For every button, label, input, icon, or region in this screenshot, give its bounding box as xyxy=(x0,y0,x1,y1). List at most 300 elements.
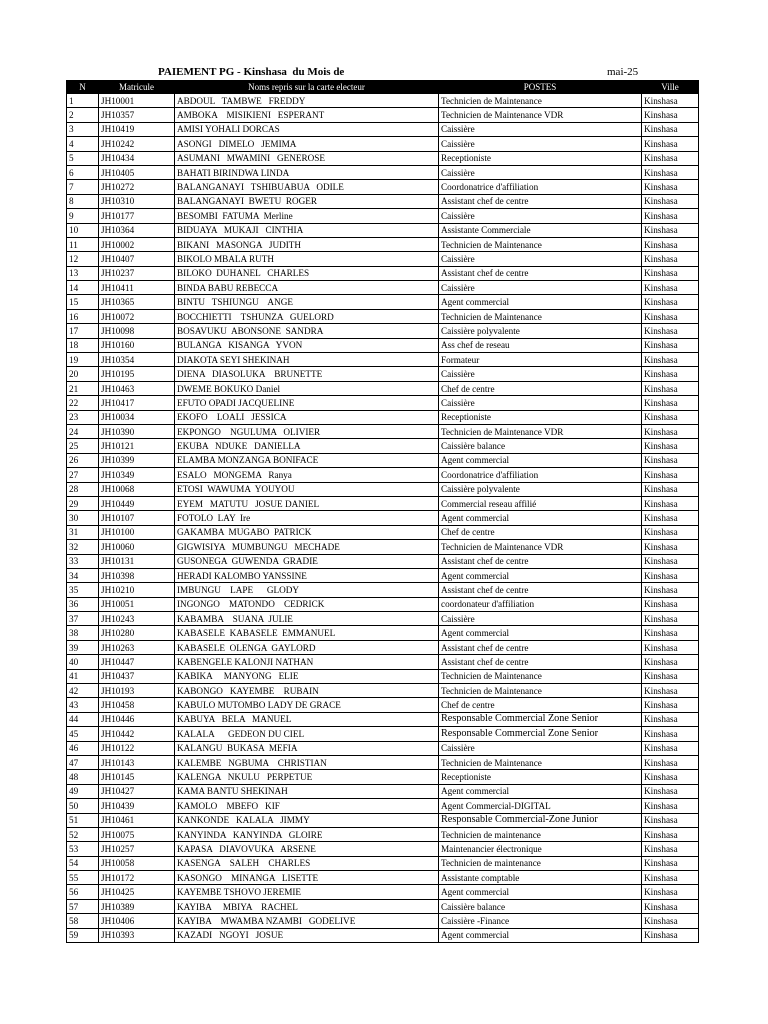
cell-poste: Caissière -Finance xyxy=(439,914,642,928)
column-header-n: N xyxy=(67,81,99,94)
cell-n: 22 xyxy=(67,396,99,410)
cell-n: 20 xyxy=(67,367,99,381)
cell-n: 26 xyxy=(67,453,99,467)
cell-poste: Assistante Commerciale xyxy=(439,223,642,237)
cell-poste: Receptioniste xyxy=(439,151,642,165)
cell-poste: Caissière balance xyxy=(439,899,642,913)
cell-poste: Agent commercial xyxy=(439,295,642,309)
cell-nom: KABENGELE KALONJI NATHAN xyxy=(175,655,439,669)
cell-n: 54 xyxy=(67,856,99,870)
cell-nom: KABUYA BELA MANUEL xyxy=(175,712,439,726)
cell-nom: KASONGO MINANGA LISETTE xyxy=(175,871,439,885)
cell-n: 47 xyxy=(67,755,99,769)
cell-n: 28 xyxy=(67,482,99,496)
cell-nom: KALANGU BUKASA MEFIA xyxy=(175,741,439,755)
cell-ville: Kinshasa xyxy=(642,540,699,554)
cell-n: 27 xyxy=(67,468,99,482)
cell-n: 4 xyxy=(67,137,99,151)
cell-ville: Kinshasa xyxy=(642,223,699,237)
cell-nom: KAMA BANTU SHEKINAH xyxy=(175,784,439,798)
cell-n: 49 xyxy=(67,784,99,798)
table-row xyxy=(67,309,699,323)
cell-n: 57 xyxy=(67,899,99,913)
table-row xyxy=(67,597,699,611)
cell-n: 44 xyxy=(67,712,99,726)
table-body xyxy=(67,94,699,943)
cell-matricule: JH10354 xyxy=(99,353,175,367)
cell-poste: Responsable Commercial Zone Senior xyxy=(439,712,642,726)
cell-n: 56 xyxy=(67,885,99,899)
cell-poste: coordonateur d'affiliation xyxy=(439,597,642,611)
cell-n: 8 xyxy=(67,194,99,208)
cell-n: 35 xyxy=(67,583,99,597)
cell-nom: BIKOLO MBALA RUTH xyxy=(175,252,439,266)
table-row xyxy=(67,842,699,856)
cell-matricule: JH10425 xyxy=(99,885,175,899)
cell-ville: Kinshasa xyxy=(642,755,699,769)
cell-nom: GUSONEGA GUWENDA GRADIE xyxy=(175,554,439,568)
payment-table xyxy=(66,80,699,943)
cell-matricule: JH10060 xyxy=(99,540,175,554)
table-row xyxy=(67,396,699,410)
cell-poste: Technicien de Maintenance xyxy=(439,94,642,108)
table-row xyxy=(67,151,699,165)
cell-nom: KAYEMBE TSHOVO JEREMIE xyxy=(175,885,439,899)
table-row xyxy=(67,324,699,338)
table-row xyxy=(67,367,699,381)
cell-matricule: JH10405 xyxy=(99,165,175,179)
cell-n: 55 xyxy=(67,871,99,885)
cell-n: 59 xyxy=(67,928,99,942)
cell-poste: Chef de centre xyxy=(439,698,642,712)
cell-poste: Responsable Commercial Zone Senior xyxy=(439,727,642,741)
table-row xyxy=(67,827,699,841)
table-row xyxy=(67,108,699,122)
cell-n: 16 xyxy=(67,309,99,323)
cell-poste: Agent commercial xyxy=(439,885,642,899)
cell-ville: Kinshasa xyxy=(642,885,699,899)
column-header-postes: POSTES xyxy=(439,81,642,94)
cell-ville: Kinshasa xyxy=(642,482,699,496)
cell-nom: BINTU TSHIUNGU ANGE xyxy=(175,295,439,309)
cell-matricule: JH10263 xyxy=(99,640,175,654)
cell-ville: Kinshasa xyxy=(642,712,699,726)
cell-ville: Kinshasa xyxy=(642,871,699,885)
table-row xyxy=(67,180,699,194)
cell-ville: Kinshasa xyxy=(642,813,699,827)
table-row xyxy=(67,295,699,309)
cell-poste: Technicien de Maintenance xyxy=(439,669,642,683)
cell-ville: Kinshasa xyxy=(642,353,699,367)
cell-matricule: JH10411 xyxy=(99,281,175,295)
cell-ville: Kinshasa xyxy=(642,856,699,870)
table-row xyxy=(67,856,699,870)
cell-nom: ASONGI DIMELO JEMIMA xyxy=(175,137,439,151)
cell-n: 42 xyxy=(67,684,99,698)
cell-poste: Caissière xyxy=(439,281,642,295)
cell-ville: Kinshasa xyxy=(642,496,699,510)
table-row xyxy=(67,885,699,899)
table-row xyxy=(67,453,699,467)
cell-matricule: JH10349 xyxy=(99,468,175,482)
table-row xyxy=(67,770,699,784)
cell-poste: Assistant chef de centre xyxy=(439,583,642,597)
cell-nom: BILOKO DUHANEL CHARLES xyxy=(175,266,439,280)
table-row xyxy=(67,612,699,626)
cell-ville: Kinshasa xyxy=(642,468,699,482)
cell-poste: Technicien de Maintenance xyxy=(439,309,642,323)
cell-n: 29 xyxy=(67,496,99,510)
cell-nom: ETOSI WAWUMA YOUYOU xyxy=(175,482,439,496)
cell-nom: KABULO MUTOMBO LADY DE GRACE xyxy=(175,698,439,712)
cell-matricule: JH10001 xyxy=(99,94,175,108)
cell-n: 19 xyxy=(67,353,99,367)
cell-ville: Kinshasa xyxy=(642,137,699,151)
cell-nom: BULANGA KISANGA YVON xyxy=(175,338,439,352)
cell-ville: Kinshasa xyxy=(642,770,699,784)
cell-matricule: JH10461 xyxy=(99,813,175,827)
cell-poste: Agent commercial xyxy=(439,568,642,582)
cell-nom: BINDA BABU REBECCA xyxy=(175,281,439,295)
cell-matricule: JH10437 xyxy=(99,669,175,683)
table-row xyxy=(67,784,699,798)
column-header-ville: Ville xyxy=(642,81,699,94)
document-date: mai-25 xyxy=(607,66,639,78)
cell-poste: Caissière xyxy=(439,741,642,755)
cell-matricule: JH10072 xyxy=(99,309,175,323)
cell-nom: KABIKA MANYONG ELIE xyxy=(175,669,439,683)
cell-ville: Kinshasa xyxy=(642,741,699,755)
cell-matricule: JH10393 xyxy=(99,928,175,942)
cell-matricule: JH10177 xyxy=(99,209,175,223)
cell-nom: FOTOLO LAY Ire xyxy=(175,511,439,525)
table-row xyxy=(67,194,699,208)
cell-nom: EKUBA NDUKE DANIELLA xyxy=(175,439,439,453)
table-row xyxy=(67,568,699,582)
cell-poste: Agent commercial xyxy=(439,928,642,942)
cell-matricule: JH10145 xyxy=(99,770,175,784)
cell-poste: Technicien de Maintenance VDR xyxy=(439,108,642,122)
cell-ville: Kinshasa xyxy=(642,108,699,122)
cell-nom: BALANGANAYI TSHIBUABUA ODILE xyxy=(175,180,439,194)
cell-matricule: JH10131 xyxy=(99,554,175,568)
cell-ville: Kinshasa xyxy=(642,928,699,942)
cell-matricule: JH10058 xyxy=(99,856,175,870)
table-row xyxy=(67,626,699,640)
cell-ville: Kinshasa xyxy=(642,525,699,539)
cell-ville: Kinshasa xyxy=(642,338,699,352)
cell-n: 50 xyxy=(67,799,99,813)
cell-matricule: JH10442 xyxy=(99,727,175,741)
cell-n: 30 xyxy=(67,511,99,525)
cell-nom: KANKONDE KALALA JIMMY xyxy=(175,813,439,827)
cell-matricule: JH10463 xyxy=(99,381,175,395)
cell-matricule: JH10280 xyxy=(99,626,175,640)
cell-n: 3 xyxy=(67,122,99,136)
table-row xyxy=(67,554,699,568)
cell-nom: KAMOLO MBEFO KIF xyxy=(175,799,439,813)
cell-ville: Kinshasa xyxy=(642,439,699,453)
document-title: PAIEMENT PG - Kinshasa du Mois de xyxy=(158,66,345,78)
cell-nom: EKOFO LOALI JESSICA xyxy=(175,410,439,424)
cell-n: 13 xyxy=(67,266,99,280)
cell-matricule: JH10365 xyxy=(99,295,175,309)
cell-matricule: JH10390 xyxy=(99,424,175,438)
cell-nom: AMBOKA MISIKIENI ESPERANT xyxy=(175,108,439,122)
cell-nom: KAPASA DIAVOVUKA ARSENE xyxy=(175,842,439,856)
cell-poste: Maintenancier électronique xyxy=(439,842,642,856)
cell-ville: Kinshasa xyxy=(642,568,699,582)
cell-n: 34 xyxy=(67,568,99,582)
cell-matricule: JH10002 xyxy=(99,237,175,251)
cell-poste: Chef de centre xyxy=(439,381,642,395)
cell-ville: Kinshasa xyxy=(642,266,699,280)
cell-poste: Technicien de maintenance xyxy=(439,856,642,870)
table-row xyxy=(67,698,699,712)
cell-poste: Technicien de Maintenance VDR xyxy=(439,424,642,438)
cell-ville: Kinshasa xyxy=(642,453,699,467)
cell-ville: Kinshasa xyxy=(642,381,699,395)
cell-n: 6 xyxy=(67,165,99,179)
cell-matricule: JH10237 xyxy=(99,266,175,280)
table-row xyxy=(67,353,699,367)
cell-n: 32 xyxy=(67,540,99,554)
cell-ville: Kinshasa xyxy=(642,324,699,338)
table-row xyxy=(67,482,699,496)
cell-matricule: JH10257 xyxy=(99,842,175,856)
cell-n: 1 xyxy=(67,94,99,108)
cell-matricule: JH10389 xyxy=(99,899,175,913)
cell-ville: Kinshasa xyxy=(642,281,699,295)
table-row xyxy=(67,540,699,554)
cell-matricule: JH10406 xyxy=(99,914,175,928)
cell-ville: Kinshasa xyxy=(642,295,699,309)
cell-ville: Kinshasa xyxy=(642,511,699,525)
cell-ville: Kinshasa xyxy=(642,597,699,611)
cell-ville: Kinshasa xyxy=(642,180,699,194)
cell-ville: Kinshasa xyxy=(642,799,699,813)
cell-matricule: JH10242 xyxy=(99,137,175,151)
cell-n: 2 xyxy=(67,108,99,122)
cell-ville: Kinshasa xyxy=(642,122,699,136)
cell-poste: Coordonatrice d'affiliation xyxy=(439,468,642,482)
cell-matricule: JH10364 xyxy=(99,223,175,237)
table-row xyxy=(67,252,699,266)
cell-poste: Chef de centre xyxy=(439,525,642,539)
cell-poste: Agent commercial xyxy=(439,511,642,525)
cell-n: 40 xyxy=(67,655,99,669)
cell-nom: KABASELE OLENGA GAYLORD xyxy=(175,640,439,654)
cell-poste: Caissière polyvalente xyxy=(439,324,642,338)
cell-ville: Kinshasa xyxy=(642,396,699,410)
cell-poste: Caissière balance xyxy=(439,439,642,453)
table-row xyxy=(67,583,699,597)
cell-n: 38 xyxy=(67,626,99,640)
cell-matricule: JH10100 xyxy=(99,525,175,539)
cell-n: 31 xyxy=(67,525,99,539)
cell-nom: EFUTO OPADI JACQUELINE xyxy=(175,396,439,410)
cell-ville: Kinshasa xyxy=(642,309,699,323)
table-row xyxy=(67,712,699,726)
cell-n: 7 xyxy=(67,180,99,194)
table-row xyxy=(67,669,699,683)
cell-poste: Coordonatrice d'affiliation xyxy=(439,180,642,194)
cell-nom: GAKAMBA MUGABO PATRICK xyxy=(175,525,439,539)
cell-matricule: JH10417 xyxy=(99,396,175,410)
cell-ville: Kinshasa xyxy=(642,94,699,108)
cell-n: 18 xyxy=(67,338,99,352)
table-row xyxy=(67,684,699,698)
cell-nom: GIGWISIYA MUMBUNGU MECHADE xyxy=(175,540,439,554)
table-row xyxy=(67,137,699,151)
cell-nom: KALENGA NKULU PERPETUE xyxy=(175,770,439,784)
cell-matricule: JH10160 xyxy=(99,338,175,352)
cell-ville: Kinshasa xyxy=(642,727,699,741)
table-row xyxy=(67,928,699,942)
header-row xyxy=(67,81,699,94)
cell-matricule: JH10143 xyxy=(99,755,175,769)
cell-poste: Caissière xyxy=(439,122,642,136)
table-row xyxy=(67,94,699,108)
cell-n: 17 xyxy=(67,324,99,338)
cell-matricule: JH10193 xyxy=(99,684,175,698)
cell-matricule: JH10243 xyxy=(99,612,175,626)
cell-ville: Kinshasa xyxy=(642,583,699,597)
cell-poste: Caissière xyxy=(439,137,642,151)
cell-n: 10 xyxy=(67,223,99,237)
cell-nom: KABAMBA SUANA JULIE xyxy=(175,612,439,626)
cell-poste: Technicien de maintenance xyxy=(439,827,642,841)
cell-nom: KALEMBE NGBUMA CHRISTIAN xyxy=(175,755,439,769)
cell-nom: KASENGA SALEH CHARLES xyxy=(175,856,439,870)
table-row xyxy=(67,799,699,813)
cell-nom: AMISI YOHALI DORCAS xyxy=(175,122,439,136)
cell-matricule: JH10107 xyxy=(99,511,175,525)
cell-poste: Caissière xyxy=(439,252,642,266)
cell-poste: Agent commercial xyxy=(439,626,642,640)
cell-nom: BALANGANAYI BWETU ROGER xyxy=(175,194,439,208)
cell-nom: BAHATI BIRINDWA LINDA xyxy=(175,165,439,179)
cell-poste: Receptioniste xyxy=(439,410,642,424)
cell-nom: BOSAVUKU ABONSONE SANDRA xyxy=(175,324,439,338)
cell-n: 41 xyxy=(67,669,99,683)
cell-matricule: JH10357 xyxy=(99,108,175,122)
cell-ville: Kinshasa xyxy=(642,684,699,698)
table-row xyxy=(67,741,699,755)
title-row xyxy=(66,66,698,79)
cell-n: 14 xyxy=(67,281,99,295)
cell-n: 15 xyxy=(67,295,99,309)
cell-nom: KAYIBA MBIYA RACHEL xyxy=(175,899,439,913)
cell-ville: Kinshasa xyxy=(642,784,699,798)
cell-n: 11 xyxy=(67,237,99,251)
cell-ville: Kinshasa xyxy=(642,640,699,654)
cell-nom: KALALA GEDEON DU CIEL xyxy=(175,727,439,741)
cell-ville: Kinshasa xyxy=(642,367,699,381)
table-row xyxy=(67,914,699,928)
cell-matricule: JH10407 xyxy=(99,252,175,266)
table-row xyxy=(67,410,699,424)
cell-poste: Commercial reseau affilié xyxy=(439,496,642,510)
cell-ville: Kinshasa xyxy=(642,842,699,856)
cell-nom: BESOMBI FATUMA Merline xyxy=(175,209,439,223)
table-row xyxy=(67,525,699,539)
cell-n: 53 xyxy=(67,842,99,856)
cell-n: 23 xyxy=(67,410,99,424)
table-row xyxy=(67,439,699,453)
cell-n: 46 xyxy=(67,741,99,755)
cell-matricule: JH10051 xyxy=(99,597,175,611)
table-row xyxy=(67,640,699,654)
cell-poste: Agent Commercial-DIGITAL xyxy=(439,799,642,813)
cell-nom: DIAKOTA SEYI SHEKINAH xyxy=(175,353,439,367)
cell-nom: ABDOUL TAMBWE FREDDY xyxy=(175,94,439,108)
table-row xyxy=(67,655,699,669)
cell-nom: INGONGO MATONDO CEDRICK xyxy=(175,597,439,611)
cell-ville: Kinshasa xyxy=(642,626,699,640)
cell-n: 9 xyxy=(67,209,99,223)
table-row xyxy=(67,871,699,885)
cell-nom: EKPONGO NGULUMA OLIVIER xyxy=(175,424,439,438)
table-row xyxy=(67,381,699,395)
cell-matricule: JH10434 xyxy=(99,151,175,165)
cell-ville: Kinshasa xyxy=(642,410,699,424)
cell-poste: Ass chef de reseau xyxy=(439,338,642,352)
cell-n: 51 xyxy=(67,813,99,827)
table-row xyxy=(67,338,699,352)
cell-n: 21 xyxy=(67,381,99,395)
cell-matricule: JH10122 xyxy=(99,741,175,755)
cell-n: 45 xyxy=(67,727,99,741)
cell-matricule: JH10034 xyxy=(99,410,175,424)
cell-matricule: JH10172 xyxy=(99,871,175,885)
cell-n: 33 xyxy=(67,554,99,568)
cell-nom: ASUMANI MWAMINI GENEROSE xyxy=(175,151,439,165)
cell-poste: Caissière xyxy=(439,396,642,410)
cell-poste: Agent commercial xyxy=(439,784,642,798)
column-header-matricule: Matricule xyxy=(99,81,175,94)
cell-nom: DIENA DIASOLUKA BRUNETTE xyxy=(175,367,439,381)
cell-ville: Kinshasa xyxy=(642,612,699,626)
cell-nom: EYEM MATUTU JOSUE DANIEL xyxy=(175,496,439,510)
table-row xyxy=(67,424,699,438)
cell-ville: Kinshasa xyxy=(642,237,699,251)
cell-nom: BIKANI MASONGA JUDITH xyxy=(175,237,439,251)
column-header-noms: Noms repris sur la carte electeur xyxy=(175,81,439,94)
cell-matricule: JH10310 xyxy=(99,194,175,208)
cell-nom: KABONGO KAYEMBE RUBAIN xyxy=(175,684,439,698)
cell-poste: Caissière xyxy=(439,612,642,626)
cell-n: 43 xyxy=(67,698,99,712)
cell-nom: ESALO MONGEMA Ranya xyxy=(175,468,439,482)
cell-matricule: JH10195 xyxy=(99,367,175,381)
cell-ville: Kinshasa xyxy=(642,554,699,568)
cell-n: 37 xyxy=(67,612,99,626)
cell-nom: HERADI KALOMBO YANSSINE xyxy=(175,568,439,582)
cell-poste: Caissière xyxy=(439,209,642,223)
table-row xyxy=(67,468,699,482)
cell-matricule: JH10419 xyxy=(99,122,175,136)
cell-nom: BIDUAYA MUKAJI CINTHIA xyxy=(175,223,439,237)
cell-matricule: JH10068 xyxy=(99,482,175,496)
cell-poste: Technicien de Maintenance xyxy=(439,237,642,251)
table-row xyxy=(67,223,699,237)
cell-ville: Kinshasa xyxy=(642,194,699,208)
cell-n: 24 xyxy=(67,424,99,438)
cell-ville: Kinshasa xyxy=(642,827,699,841)
table-row xyxy=(67,122,699,136)
cell-n: 52 xyxy=(67,827,99,841)
